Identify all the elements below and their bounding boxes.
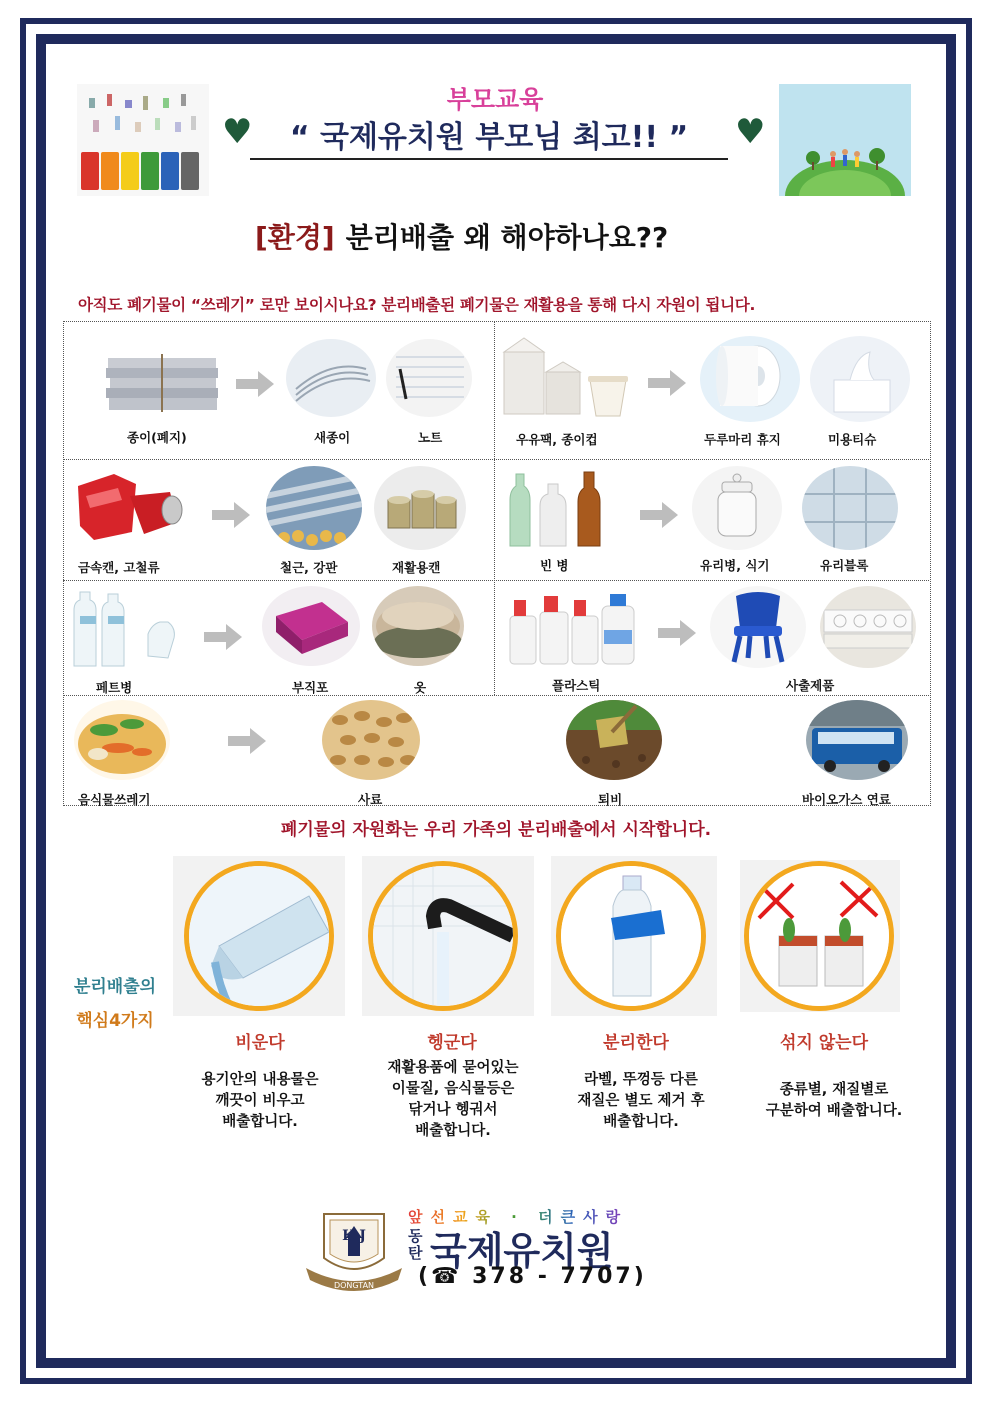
core-label-line1: 분리배출의 — [73, 977, 157, 997]
label-metal-cans: 금속캔, 고철류 — [78, 560, 160, 575]
label-new-paper: 새종이 — [314, 430, 351, 445]
crushed-cans-image — [74, 466, 188, 546]
heart-right-icon: ♥ — [735, 112, 766, 152]
topic-question: 분리배출 왜 해야하나요?? — [345, 221, 669, 254]
label-food-waste: 음식물쓰레기 — [78, 792, 151, 807]
tip-nomix-desc-line: 종류별, 재질별로 — [779, 1082, 889, 1098]
tip-empty-desc-line: 용기안의 내용물은 — [201, 1072, 319, 1088]
tip-separate-desc-line: 재질은 별도 제거 후 — [577, 1093, 705, 1109]
page-title: “ 국제유치원 부모님 최고!! ” — [250, 112, 728, 160]
newspaper-stack-image — [104, 352, 220, 414]
arrow-right-icon — [212, 502, 250, 528]
toilet-paper-image — [700, 336, 800, 422]
steel-rods-image — [266, 466, 362, 550]
notebook-image — [386, 339, 472, 417]
animal-feed-image — [322, 700, 420, 780]
bottle-label-icon — [561, 866, 701, 1006]
label-notebook: 노트 — [418, 430, 443, 445]
arrow-right-icon — [658, 620, 696, 646]
grid-divider — [63, 695, 929, 696]
label-feed: 사료 — [358, 792, 383, 807]
clothes-image — [372, 586, 464, 666]
tip-rinse-desc-line: 닦거나 헹궈서 — [408, 1102, 498, 1118]
glass-block-image — [802, 466, 898, 550]
earth-people-illustration — [779, 84, 911, 196]
label-glass-dish: 유리병, 식기 — [700, 558, 770, 573]
tip-rinse-title: 헹군다 — [427, 1033, 477, 1053]
glass-jar-image — [692, 466, 782, 550]
label-glass-block: 유리블록 — [820, 558, 869, 573]
tip-rinse-desc-line: 이물질, 음식물등은 — [391, 1081, 515, 1097]
tip-empty-desc-line: 깨끗이 비우고 — [215, 1093, 305, 1109]
tip-empty-desc — [170, 1070, 350, 1133]
plastic-bottles-image — [504, 586, 644, 668]
recycled-cans-image — [374, 466, 466, 550]
tip-empty-title: 비운다 — [235, 1033, 285, 1053]
tip-separate-desc — [546, 1070, 736, 1133]
new-paper-image — [286, 339, 376, 417]
label-milk-carton: 우유팩, 종이컵 — [516, 432, 598, 447]
label-toilet-paper: 두루마리 휴지 — [704, 432, 781, 447]
tip-rinse-circle — [368, 861, 518, 1011]
plastic-chair-image — [710, 586, 806, 668]
facial-tissue-image — [810, 336, 910, 422]
tip-rinse-desc — [358, 1058, 548, 1142]
label-compost: 퇴비 — [598, 792, 623, 807]
milk-carton-cup-image — [500, 336, 638, 420]
footer-motto-text: 앞선교육 · 더큰사랑 — [408, 1208, 629, 1226]
arrow-right-icon — [228, 728, 266, 754]
compost-image — [566, 700, 662, 780]
topic-tag: [환경] — [255, 221, 335, 254]
tip-rinse-desc-line: 배출합니다. — [415, 1123, 491, 1139]
tip-empty-desc-line: 배출합니다. — [222, 1114, 298, 1130]
faucet-water-icon — [373, 866, 513, 1006]
glass-bottles-image — [500, 466, 614, 550]
tip-nomix-desc — [736, 1080, 932, 1122]
pet-bottles-image — [68, 586, 184, 668]
footer-region: 동탄 — [408, 1227, 423, 1262]
core-label-line2: 핵심4가지 — [76, 1011, 154, 1031]
intro-text: 아직도 폐기물이 “쓰레기” 로만 보이시나요? 분리배출된 폐기물은 재활용을 통해 다시 자원이 됩니다. — [78, 296, 756, 314]
logo-letters: K J — [342, 1228, 366, 1244]
tip-nomix-title: 섞지 않는다 — [779, 1033, 869, 1053]
label-facial-tissue: 미용티슈 — [828, 432, 877, 447]
biogas-bus-image — [806, 700, 908, 780]
tip-separate-circle — [556, 861, 706, 1011]
injection-molded-image — [820, 586, 916, 668]
heart-left-icon: ♥ — [222, 112, 253, 152]
grid-divider — [494, 321, 495, 695]
school-logo-icon — [302, 1210, 406, 1292]
tip-nomix-circle — [744, 861, 894, 1011]
label-injection-molded: 사출제품 — [786, 678, 835, 693]
header-subtitle: 부모교육 — [446, 85, 544, 114]
label-biogas: 바이오가스 연료 — [802, 792, 891, 807]
tip-nomix-desc-line: 구분하여 배출합니다. — [765, 1103, 903, 1119]
arrow-right-icon — [236, 371, 274, 397]
label-clothes: 옷 — [414, 680, 427, 695]
logo-ribbon-text: DONGTAN — [333, 1281, 375, 1290]
arrow-right-icon — [648, 370, 686, 396]
arrow-right-icon — [204, 624, 242, 650]
grid-divider — [63, 459, 929, 460]
tip-rinse-desc-line: 재활용품에 묻어있는 — [387, 1060, 519, 1076]
label-empty-bottle: 빈 병 — [540, 558, 569, 573]
footer-school-name: 국제유치원 — [430, 1229, 614, 1273]
non-woven-fabric-image — [262, 586, 360, 666]
label-paper: 종이(폐지) — [127, 430, 187, 445]
food-waste-image — [74, 700, 170, 780]
tip-separate-desc-line: 라벨, 뚜껑등 다른 — [584, 1072, 698, 1088]
tip-empty-circle — [184, 861, 334, 1011]
arrow-right-icon — [640, 502, 678, 528]
label-recycled-cans: 재활용캔 — [392, 560, 441, 575]
tip-separate-title: 분리한다 — [603, 1033, 669, 1053]
slogan-text: 폐기물의 자원화는 우리 가족의 분리배출에서 시작합니다. — [280, 820, 712, 840]
footer-phone: (☎ 378 - 7707) — [418, 1264, 647, 1289]
recycling-bins-illustration — [77, 84, 209, 196]
topic-heading — [255, 216, 668, 256]
tip-separate-desc-line: 배출합니다. — [603, 1114, 679, 1130]
grid-divider — [63, 580, 929, 581]
label-plastic: 플라스틱 — [552, 678, 601, 693]
label-pet-bottle: 페트병 — [96, 680, 133, 695]
no-mix-bags-icon — [749, 866, 889, 1006]
label-non-woven: 부직포 — [292, 680, 329, 695]
label-steel: 철근, 강판 — [280, 560, 338, 575]
pouring-bottle-icon — [189, 866, 329, 1006]
